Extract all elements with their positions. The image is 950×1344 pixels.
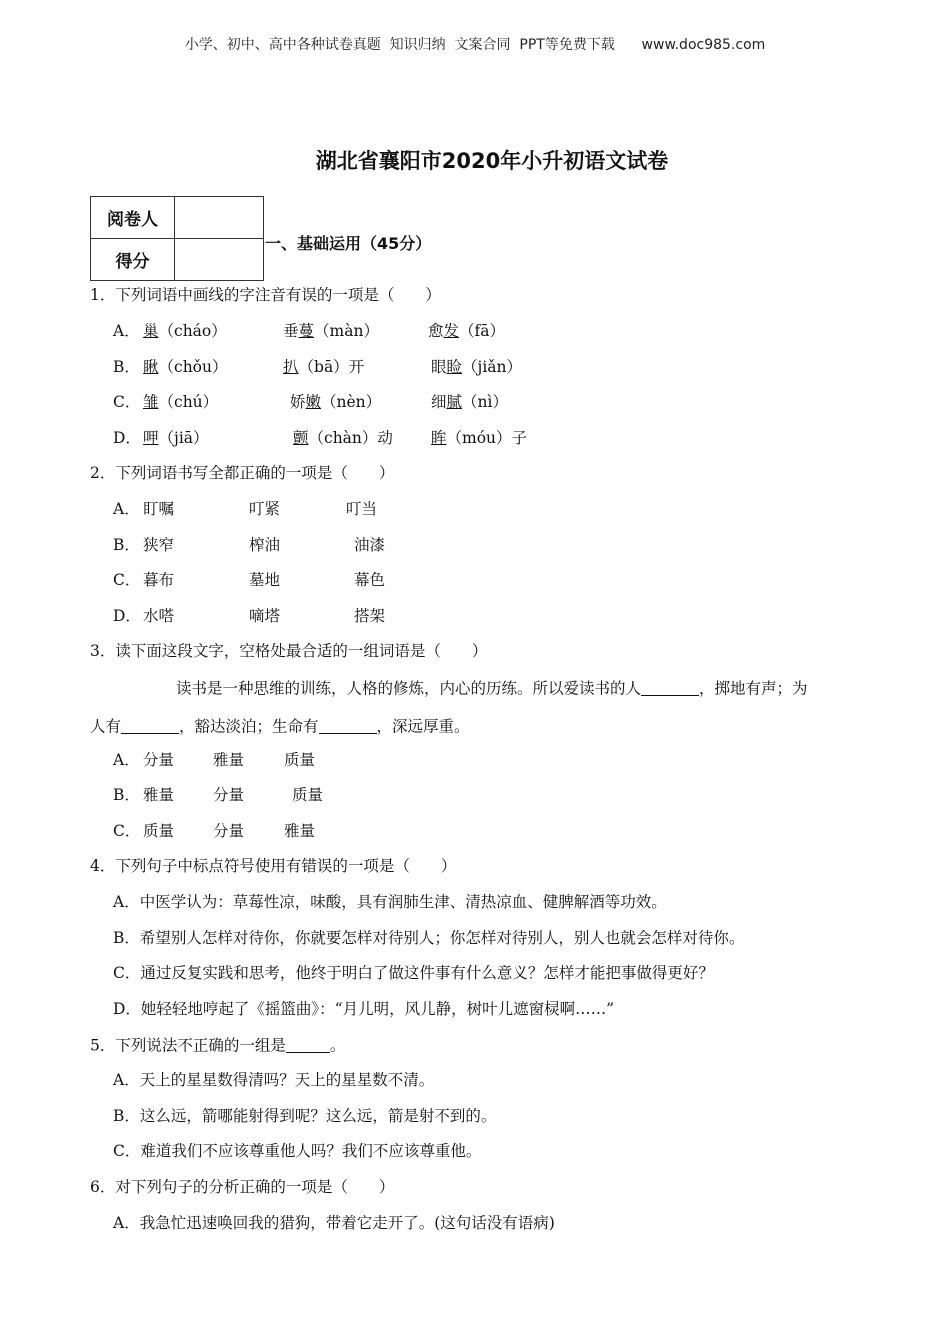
- q3-passage-line-2: 人有 ，豁达淡泊；生命有 ，深远厚重。: [90, 717, 470, 736]
- q4-option-b: B．希望别人怎样对待你，你就要怎样对待别人；你怎样对待别人，别人也就会怎样对待你。: [113, 929, 745, 947]
- question-5-stem: 5．下列说法不正确的一组是 。: [90, 1036, 346, 1055]
- page-header: 小学、初中、高中各种试卷真题 知识归纳 文案合同 PPT等免费下载 www.doc985.com: [184, 37, 766, 53]
- q5-option-b: B．这么远，箭哪能射得到呢？这么远，箭是射不到的。: [113, 1107, 497, 1125]
- reviewer-label: 阅卷人: [91, 197, 175, 239]
- question-6-stem: 6．对下列句子的分析正确的一项是（ ）: [90, 1178, 395, 1196]
- question-2-stem: 2．下列词语书写全都正确的一项是（ ）: [90, 464, 395, 482]
- q3-passage-line-1: 读书是一种思维的训练，人格的修炼，内心的历练。所以爱读书的人 ，掷地有声；为: [176, 679, 808, 698]
- q5-option-a: A．天上的星星数得清吗？天上的星星数不清。: [113, 1071, 435, 1089]
- score-table: [90, 196, 264, 281]
- q1-option-c: C． 雏（chú） 娇嫩（nèn） 细腻（nì）: [113, 393, 508, 411]
- q3-option-b: B． 雅量 分量 质量: [113, 786, 324, 804]
- q1-option-a: A． 巢（cháo） 垂蔓（màn） 愈发（fā）: [113, 322, 506, 340]
- q2-option-a: A． 盯嘱 叮紧 叮当: [113, 500, 378, 518]
- question-3-stem: 3．读下面这段文字，空格处最合适的一组词语是（ ）: [90, 642, 488, 660]
- section-title: 一、基础运用（45分）: [265, 234, 432, 253]
- score-label: 得分: [91, 239, 175, 281]
- q1-option-b: B． 瞅（chǒu） 扒（bā）开 眼睑（jiǎn）: [113, 358, 523, 376]
- question-4-stem: 4．下列句子中标点符号使用有错误的一项是（ ）: [90, 857, 457, 875]
- q1-option-d: D． 呷（jiā） 颤（chàn）动 眸（móu）子: [113, 429, 528, 447]
- page-title: 湖北省襄阳市2020年小升初语文试卷: [315, 149, 669, 173]
- question-1-stem: 1．下列词语中画线的字注音有误的一项是（ ）: [90, 286, 441, 304]
- q2-option-b: B． 狭窄 榨油 油漆: [113, 536, 386, 554]
- q3-option-a: A． 分量 雅量 质量: [113, 751, 316, 769]
- q3-blank-1[interactable]: [641, 679, 699, 696]
- q2-option-c: C． 暮布 墓地 幕色: [113, 571, 386, 589]
- reviewer-cell: [175, 197, 264, 239]
- q5-option-c: C．难道我们不应该尊重他人吗？我们不应该尊重他。: [113, 1142, 482, 1160]
- q2-option-d: D． 水嗒 嘀塔 搭架: [113, 607, 386, 625]
- q3-blank-3[interactable]: [319, 717, 377, 734]
- q6-option-a: A．我急忙迅速唤回我的猎狗，带着它走开了。(这句话没有语病): [113, 1214, 555, 1232]
- q5-blank[interactable]: [286, 1036, 330, 1053]
- q4-option-d: D．她轻轻地哼起了《摇篮曲》：“月儿明，风儿静，树叶儿遮窗棂啊……”: [113, 1000, 615, 1018]
- score-cell: [175, 239, 264, 281]
- q3-option-c: C． 质量 分量 雅量: [113, 822, 316, 840]
- q4-option-a: A．中医学认为：草莓性凉，味酸，具有润肺生津、清热凉血、健脾解酒等功效。: [113, 893, 667, 911]
- q3-blank-2[interactable]: [121, 717, 179, 734]
- q4-option-c: C．通过反复实践和思考，他终于明白了做这件事有什么意义？怎样才能把事做得更好？: [113, 964, 714, 982]
